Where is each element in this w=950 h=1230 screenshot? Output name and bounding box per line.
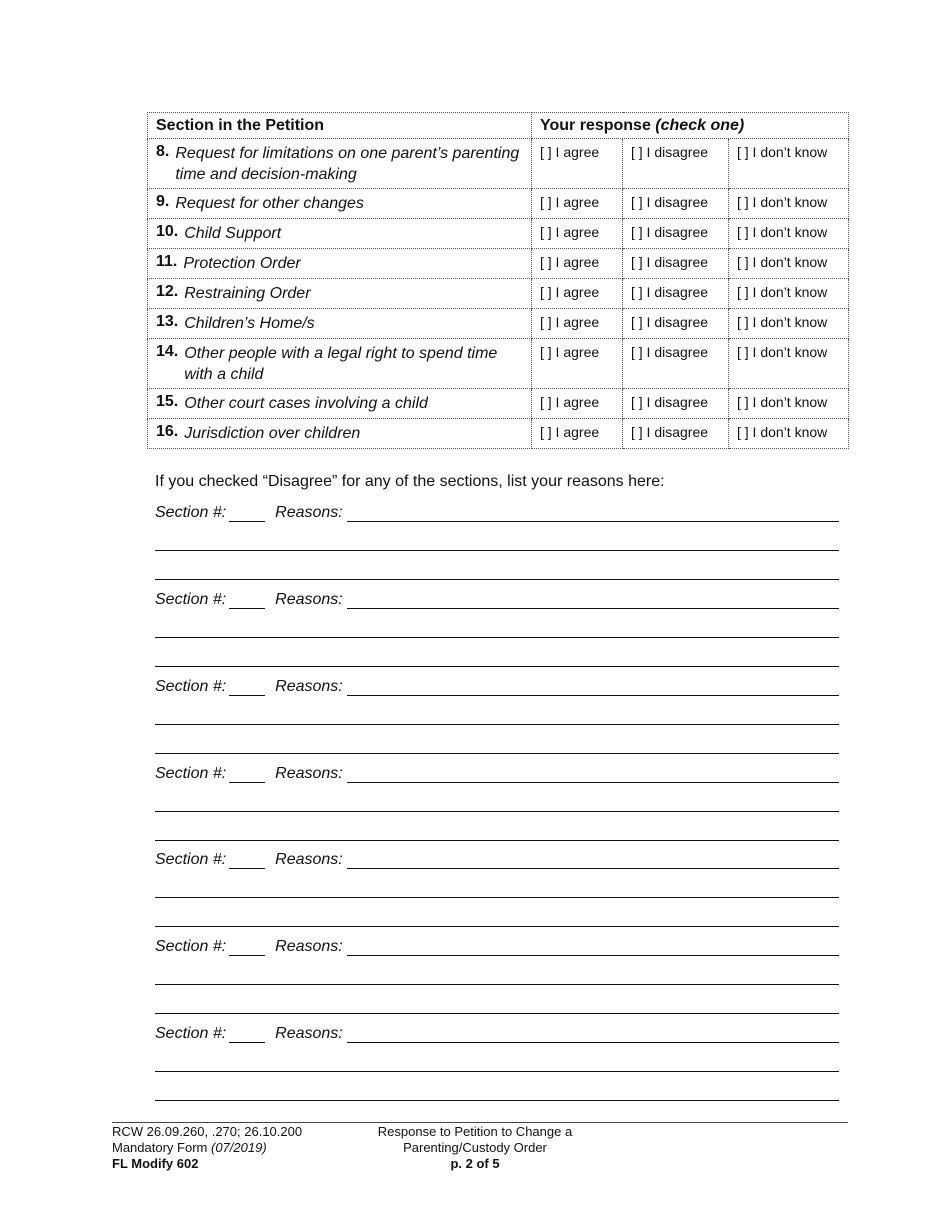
section-number-field[interactable]: [229, 592, 265, 609]
reasons-continuation-line[interactable]: [155, 1072, 839, 1101]
dont-know-checkbox[interactable]: [ ] I don’t know: [737, 314, 828, 330]
table-row: 9. Request for other changes [ ] I agree [ ] I disagree [ ] I don’t know: [148, 189, 849, 219]
reasons-label: Reasons:: [275, 765, 343, 782]
footer-form-info: [112, 1124, 302, 1172]
reasons-label: Reasons:: [275, 504, 343, 521]
dont-know-checkbox[interactable]: [ ] I don’t know: [737, 424, 828, 440]
reasons-field[interactable]: [347, 939, 839, 956]
reasons-continuation-line[interactable]: [155, 551, 839, 580]
reasons-field[interactable]: [347, 592, 839, 609]
disagree-checkbox[interactable]: [ ] I disagree: [631, 314, 709, 330]
agree-checkbox[interactable]: [ ] I agree: [540, 254, 600, 270]
section-label: Section #:: [155, 765, 227, 782]
reasons-continuation-line[interactable]: [155, 985, 839, 1014]
dont-know-checkbox[interactable]: [ ] I don’t know: [737, 344, 828, 360]
reasons-intro: If you checked “Disagree” for any of the sections, list your reasons here:: [155, 473, 665, 490]
dont-know-checkbox[interactable]: [ ] I don’t know: [737, 144, 828, 160]
reasons-label: Reasons:: [275, 591, 343, 608]
reasons-continuation-line[interactable]: [155, 696, 839, 725]
section-label: Section #:: [155, 851, 227, 868]
section-number-field[interactable]: [229, 766, 265, 783]
reason-entry: [155, 674, 839, 754]
disagree-checkbox[interactable]: [ ] I disagree: [631, 394, 709, 410]
reasons-continuation-line[interactable]: [155, 1043, 839, 1072]
reason-entry: [155, 761, 839, 841]
reasons-field[interactable]: [347, 852, 839, 869]
section-label: Section #:: [155, 1025, 227, 1042]
disagree-checkbox[interactable]: [ ] I disagree: [631, 224, 709, 240]
footer-form-id: FL Modify 602: [112, 1156, 199, 1171]
reasons-continuation-line[interactable]: [155, 898, 839, 927]
agree-checkbox[interactable]: [ ] I agree: [540, 144, 600, 160]
reasons-continuation-line[interactable]: [155, 869, 839, 898]
reasons-label: Reasons:: [275, 1025, 343, 1042]
footer-divider: [112, 1122, 848, 1123]
reason-entry: [155, 934, 839, 1014]
agree-checkbox[interactable]: [ ] I agree: [540, 424, 600, 440]
section-number-field[interactable]: [229, 505, 265, 522]
footer-form-title: Response to Petition to Change a Parenting/Custody Order p. 2 of 5: [330, 1124, 620, 1172]
agree-checkbox[interactable]: [ ] I agree: [540, 314, 600, 330]
page-number: p. 2 of 5: [450, 1156, 500, 1171]
section-number-field[interactable]: [229, 852, 265, 869]
dont-know-checkbox[interactable]: [ ] I don’t know: [737, 254, 828, 270]
section-label: Section #:: [155, 938, 227, 955]
table-row: 13. Children’s Home/s [ ] I agree [ ] I disagree [ ] I don’t know: [148, 309, 849, 339]
section-number-field[interactable]: [229, 1026, 265, 1043]
reason-entry: [155, 1021, 839, 1101]
agree-checkbox[interactable]: [ ] I agree: [540, 224, 600, 240]
disagree-checkbox[interactable]: [ ] I disagree: [631, 144, 709, 160]
table-row: 14. Other people with a legal right to spend time with a child [ ] I agree [ ] I disagree [ ] I don’t know: [148, 339, 849, 389]
dont-know-checkbox[interactable]: [ ] I don’t know: [737, 224, 828, 240]
agree-checkbox[interactable]: [ ] I agree: [540, 194, 600, 210]
reasons-continuation-line[interactable]: [155, 522, 839, 551]
section-number-field[interactable]: [229, 939, 265, 956]
reason-entry: [155, 587, 839, 667]
footer-mandatory-form: Mandatory Form (07/2019): [112, 1140, 267, 1155]
disagree-checkbox[interactable]: [ ] I disagree: [631, 194, 709, 210]
agree-checkbox[interactable]: [ ] I agree: [540, 394, 600, 410]
disagree-checkbox[interactable]: [ ] I disagree: [631, 344, 709, 360]
reasons-continuation-line[interactable]: [155, 638, 839, 667]
footer-rcw: RCW 26.09.260, .270; 26.10.200: [112, 1124, 303, 1139]
disagree-checkbox[interactable]: [ ] I disagree: [631, 424, 709, 440]
reasons-continuation-line[interactable]: [155, 609, 839, 638]
header-section: Section in the Petition: [148, 113, 532, 139]
reasons-continuation-line[interactable]: [155, 956, 839, 985]
section-label: Section #:: [155, 504, 227, 521]
table-row: 15. Other court cases involving a child [ ] I agree [ ] I disagree [ ] I don’t know: [148, 389, 849, 419]
table-row: 8. Request for limitations on one parent’s parenting time and decision-making [ ] I agree [ ] I disagree [ ] I don’t know: [148, 139, 849, 189]
reasons-field[interactable]: [347, 1026, 839, 1043]
dont-know-checkbox[interactable]: [ ] I don’t know: [737, 284, 828, 300]
response-table: [147, 112, 849, 449]
section-label: Section #:: [155, 591, 227, 608]
agree-checkbox[interactable]: [ ] I agree: [540, 284, 600, 300]
table-row: 11. Protection Order [ ] I agree [ ] I disagree [ ] I don’t know: [148, 249, 849, 279]
section-label: Section #:: [155, 678, 227, 695]
agree-checkbox[interactable]: [ ] I agree: [540, 344, 600, 360]
reasons-label: Reasons:: [275, 938, 343, 955]
section-number-field[interactable]: [229, 679, 265, 696]
table-row: 10. Child Support [ ] I agree [ ] I disagree [ ] I don’t know: [148, 219, 849, 249]
reasons-continuation-line[interactable]: [155, 812, 839, 841]
reasons-field[interactable]: [347, 766, 839, 783]
reasons-continuation-line[interactable]: [155, 725, 839, 754]
reasons-continuation-line[interactable]: [155, 783, 839, 812]
dont-know-checkbox[interactable]: [ ] I don’t know: [737, 194, 828, 210]
table-row: 12. Restraining Order [ ] I agree [ ] I disagree [ ] I don’t know: [148, 279, 849, 309]
disagree-checkbox[interactable]: [ ] I disagree: [631, 284, 709, 300]
table-row: 16. Jurisdiction over children [ ] I agree [ ] I disagree [ ] I don’t know: [148, 419, 849, 449]
reason-entry: [155, 500, 839, 580]
dont-know-checkbox[interactable]: [ ] I don’t know: [737, 394, 828, 410]
header-response: Your response (check one): [532, 113, 849, 139]
reasons-label: Reasons:: [275, 678, 343, 695]
reasons-field[interactable]: [347, 679, 839, 696]
reasons-label: Reasons:: [275, 851, 343, 868]
reasons-field[interactable]: [347, 505, 839, 522]
disagree-checkbox[interactable]: [ ] I disagree: [631, 254, 709, 270]
reason-entry: [155, 847, 839, 927]
